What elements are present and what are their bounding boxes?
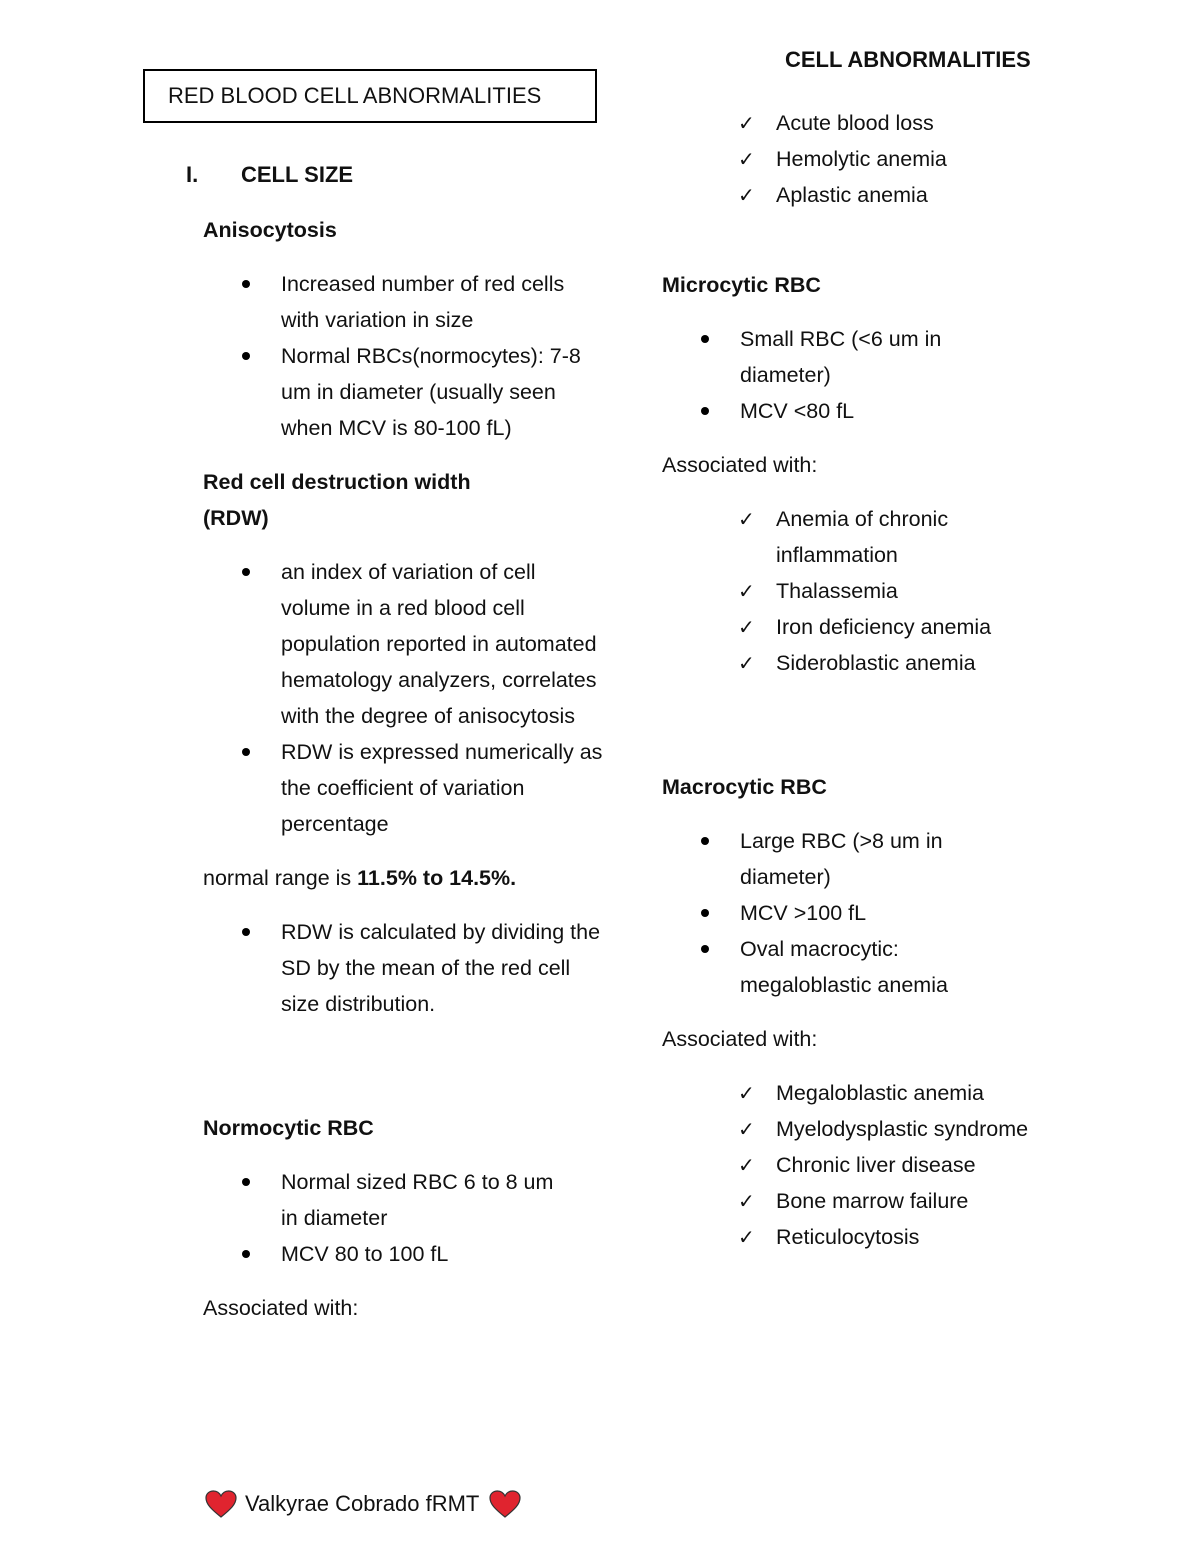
check-icon: ✓ [738, 111, 755, 135]
macrocytic-heading: Macrocytic RBC [662, 775, 827, 799]
microcytic-assoc-list [662, 501, 1042, 681]
list-item: an index of variation of cell volume in a red blood cell population reported in automated hematology analyzers, correlates with the degree of anisocytosis [203, 554, 603, 734]
list-item: Large RBC (>8 um in diameter) [662, 823, 1002, 895]
list-item: ✓ Aplastic anemia [662, 177, 1082, 213]
check-icon: ✓ [738, 1153, 755, 1177]
list-item: ✓ Anemia of chronic inflammation [662, 501, 1042, 573]
left-column [203, 212, 603, 1326]
list-item: MCV <80 fL [662, 393, 992, 429]
check-icon: ✓ [738, 1117, 755, 1141]
list-item: ✓ Acute blood loss [662, 105, 1082, 141]
macrocytic-assoc-list [662, 1075, 1032, 1255]
macrocytic-associated-label: Associated with: [662, 1027, 818, 1051]
list-item: RDW is expressed numerically as the coefficient of variation percentage [203, 734, 603, 842]
list-item: ✓ Iron deficiency anemia [662, 609, 1042, 645]
anisocytosis-heading: Anisocytosis [203, 218, 337, 242]
check-icon: ✓ [738, 507, 755, 531]
macrocytic-list [662, 823, 1002, 1003]
heart-icon [205, 1490, 237, 1518]
list-item: Normal sized RBC 6 to 8 um in diameter [203, 1164, 563, 1236]
list-item: Normal RBCs(normocytes): 7-8 um in diameter (usually seen when MCV is 80-100 fL) [203, 338, 603, 446]
list-item: RDW is calculated by dividing the SD by the mean of the red cell size distribution. [203, 914, 603, 1022]
normocytic-assoc-list [662, 105, 1082, 213]
rdw-list [203, 554, 603, 842]
microcytic-associated-label: Associated with: [662, 453, 818, 477]
anisocytosis-list [203, 266, 603, 446]
normocytic-list [203, 1164, 563, 1272]
microcytic-list [662, 321, 992, 429]
list-item: ✓ Megaloblastic anemia [662, 1075, 1032, 1111]
list-item: ✓ Myelodysplastic syndrome [662, 1111, 1032, 1147]
normal-range-value: 11.5% to 14.5%. [357, 866, 517, 890]
list-item: Small RBC (<6 um in diameter) [662, 321, 992, 393]
list-item: ✓ Hemolytic anemia [662, 141, 1082, 177]
list-item: ✓ Chronic liver disease [662, 1147, 1032, 1183]
check-icon: ✓ [738, 1081, 755, 1105]
right-column-title: CELL ABNORMALITIES [785, 47, 1031, 72]
footer-signature [205, 1490, 521, 1518]
document-title-box: RED BLOOD CELL ABNORMALITIES [143, 69, 597, 123]
heart-icon [489, 1490, 521, 1518]
list-item: MCV 80 to 100 fL [203, 1236, 563, 1272]
rdw-heading: Red cell destruction width (RDW) [203, 470, 471, 530]
list-item: MCV >100 fL [662, 895, 1002, 931]
normocytic-associated-label: Associated with: [203, 1296, 359, 1320]
check-icon: ✓ [738, 651, 755, 675]
list-item: ✓ Reticulocytosis [662, 1219, 1032, 1255]
section-title: CELL SIZE [241, 162, 354, 187]
list-item: ✓ Sideroblastic anemia [662, 645, 1042, 681]
section-number: I. [186, 162, 199, 187]
normocytic-associations [662, 105, 1082, 231]
list-item: Oval macrocytic: megaloblastic anemia [662, 931, 1002, 1003]
list-item: Increased number of red cells with variation in size [203, 266, 603, 338]
check-icon: ✓ [738, 579, 755, 603]
rdw-list-2 [203, 914, 603, 1022]
right-column [662, 267, 1062, 1273]
check-icon: ✓ [738, 1225, 755, 1249]
normocytic-heading: Normocytic RBC [203, 1116, 374, 1140]
check-icon: ✓ [738, 147, 755, 171]
check-icon: ✓ [738, 615, 755, 639]
footer-text: Valkyrae Cobrado fRMT [245, 1491, 480, 1516]
rdw-normal-range [203, 860, 603, 896]
check-icon: ✓ [738, 1189, 755, 1213]
check-icon: ✓ [738, 183, 755, 207]
list-item: ✓ Thalassemia [662, 573, 1042, 609]
microcytic-heading: Microcytic RBC [662, 273, 821, 297]
list-item: ✓ Bone marrow failure [662, 1183, 1032, 1219]
normal-range-prefix: normal range is [203, 866, 358, 890]
